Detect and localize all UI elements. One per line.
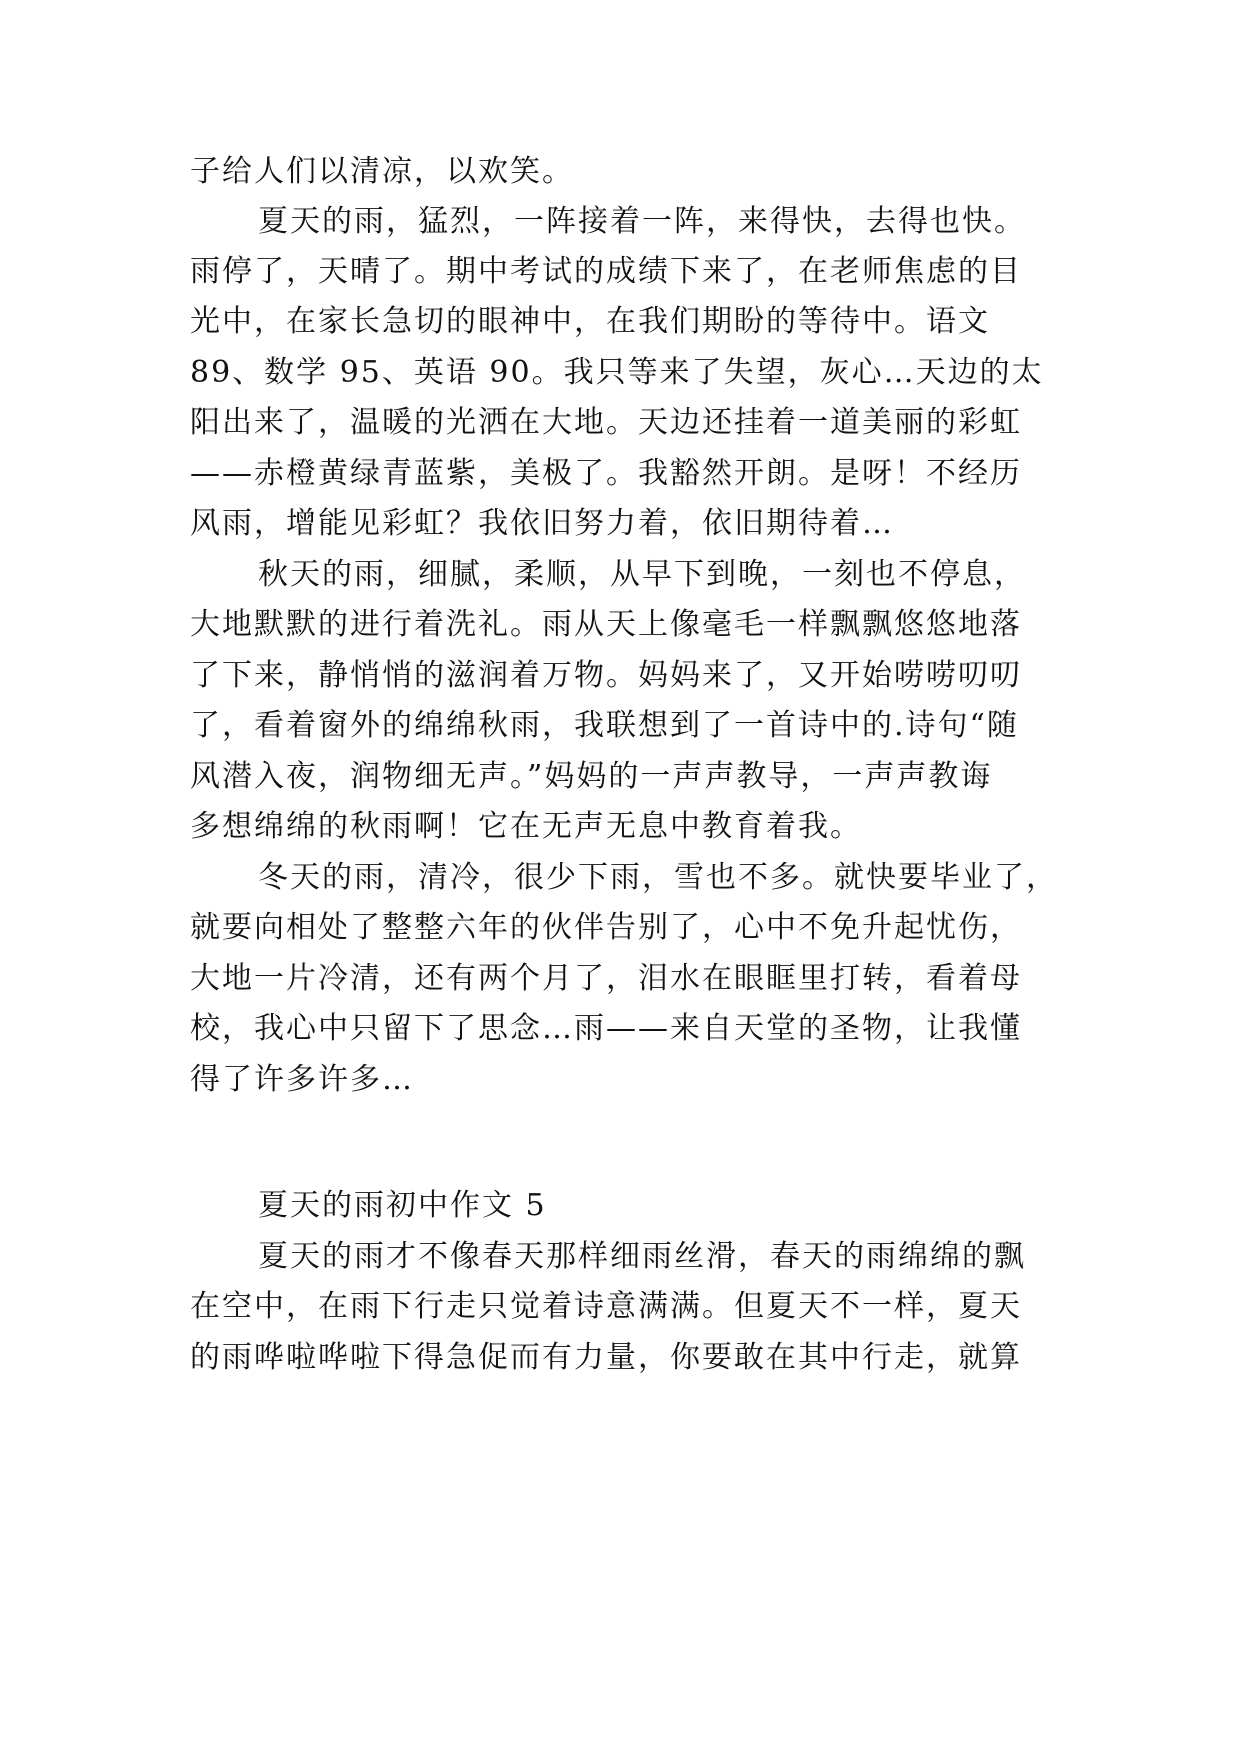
text-line: 多想绵绵的秋雨啊！它在无声无息中教育着我。 [190,809,862,844]
text-line: 风潜入夜，润物细无声。”妈妈的一声声教导，一声声教诲 [190,759,993,794]
section-heading: 夏天的雨初中作文 5 [258,1188,547,1223]
text-line: 了下来，静悄悄的滋润着万物。妈妈来了，又开始唠唠叨叨 [190,658,1022,693]
paragraph-start: 夏天的雨才不像春天那样细雨丝滑，春天的雨绵绵的飘 [258,1239,1026,1274]
text-line: 就要向相处了整整六年的伙伴告别了，心中不免升起忧伤， [190,910,1022,945]
text-line: 阳出来了，温暖的光洒在大地。天边还挂着一道美丽的彩虹 [190,405,1022,440]
text-line: ——赤橙黄绿青蓝紫，美极了。我豁然开朗。是呀！不经历 [190,456,1022,491]
paragraph-start: 冬天的雨，清冷，很少下雨，雪也不多。就快要毕业了， [258,860,1058,895]
text-line: 雨停了，天晴了。期中考试的成绩下来了，在老师焦虑的目 [190,254,1022,289]
text-line: 得了许多许多… [190,1062,414,1097]
text-line: 在空中，在雨下行走只觉着诗意满满。但夏天不一样，夏天 [190,1289,1022,1324]
text-line: 光中，在家长急切的眼神中，在我们期盼的等待中。语文 [190,304,990,339]
text-line: 的雨哗啦哗啦下得急促而有力量，你要敢在其中行走，就算 [190,1340,1022,1375]
text-line: 子给人们以清凉，以欢笑。 [190,154,574,189]
text-line: 校，我心中只留下了思念…雨——来自天堂的圣物，让我懂 [190,1011,1022,1046]
text-line: 了，看着窗外的绵绵秋雨，我联想到了一首诗中的.诗句“随 [190,708,1019,743]
paragraph-start: 秋天的雨，细腻，柔顺，从早下到晚，一刻也不停息， [258,557,1026,592]
text-line: 大地一片冷清，还有两个月了，泪水在眼眶里打转，看着母 [190,961,1022,996]
paragraph-start: 夏天的雨，猛烈，一阵接着一阵，来得快，去得也快。 [258,204,1026,239]
text-line: 大地默默的进行着洗礼。雨从天上像毫毛一样飘飘悠悠地落 [190,607,1022,642]
text-line: 风雨，增能见彩虹？我依旧努力着，依旧期待着… [190,506,894,541]
text-line: 89、数学 95、英语 90。我只等来了失望，灰心…天边的太 [190,355,1044,390]
